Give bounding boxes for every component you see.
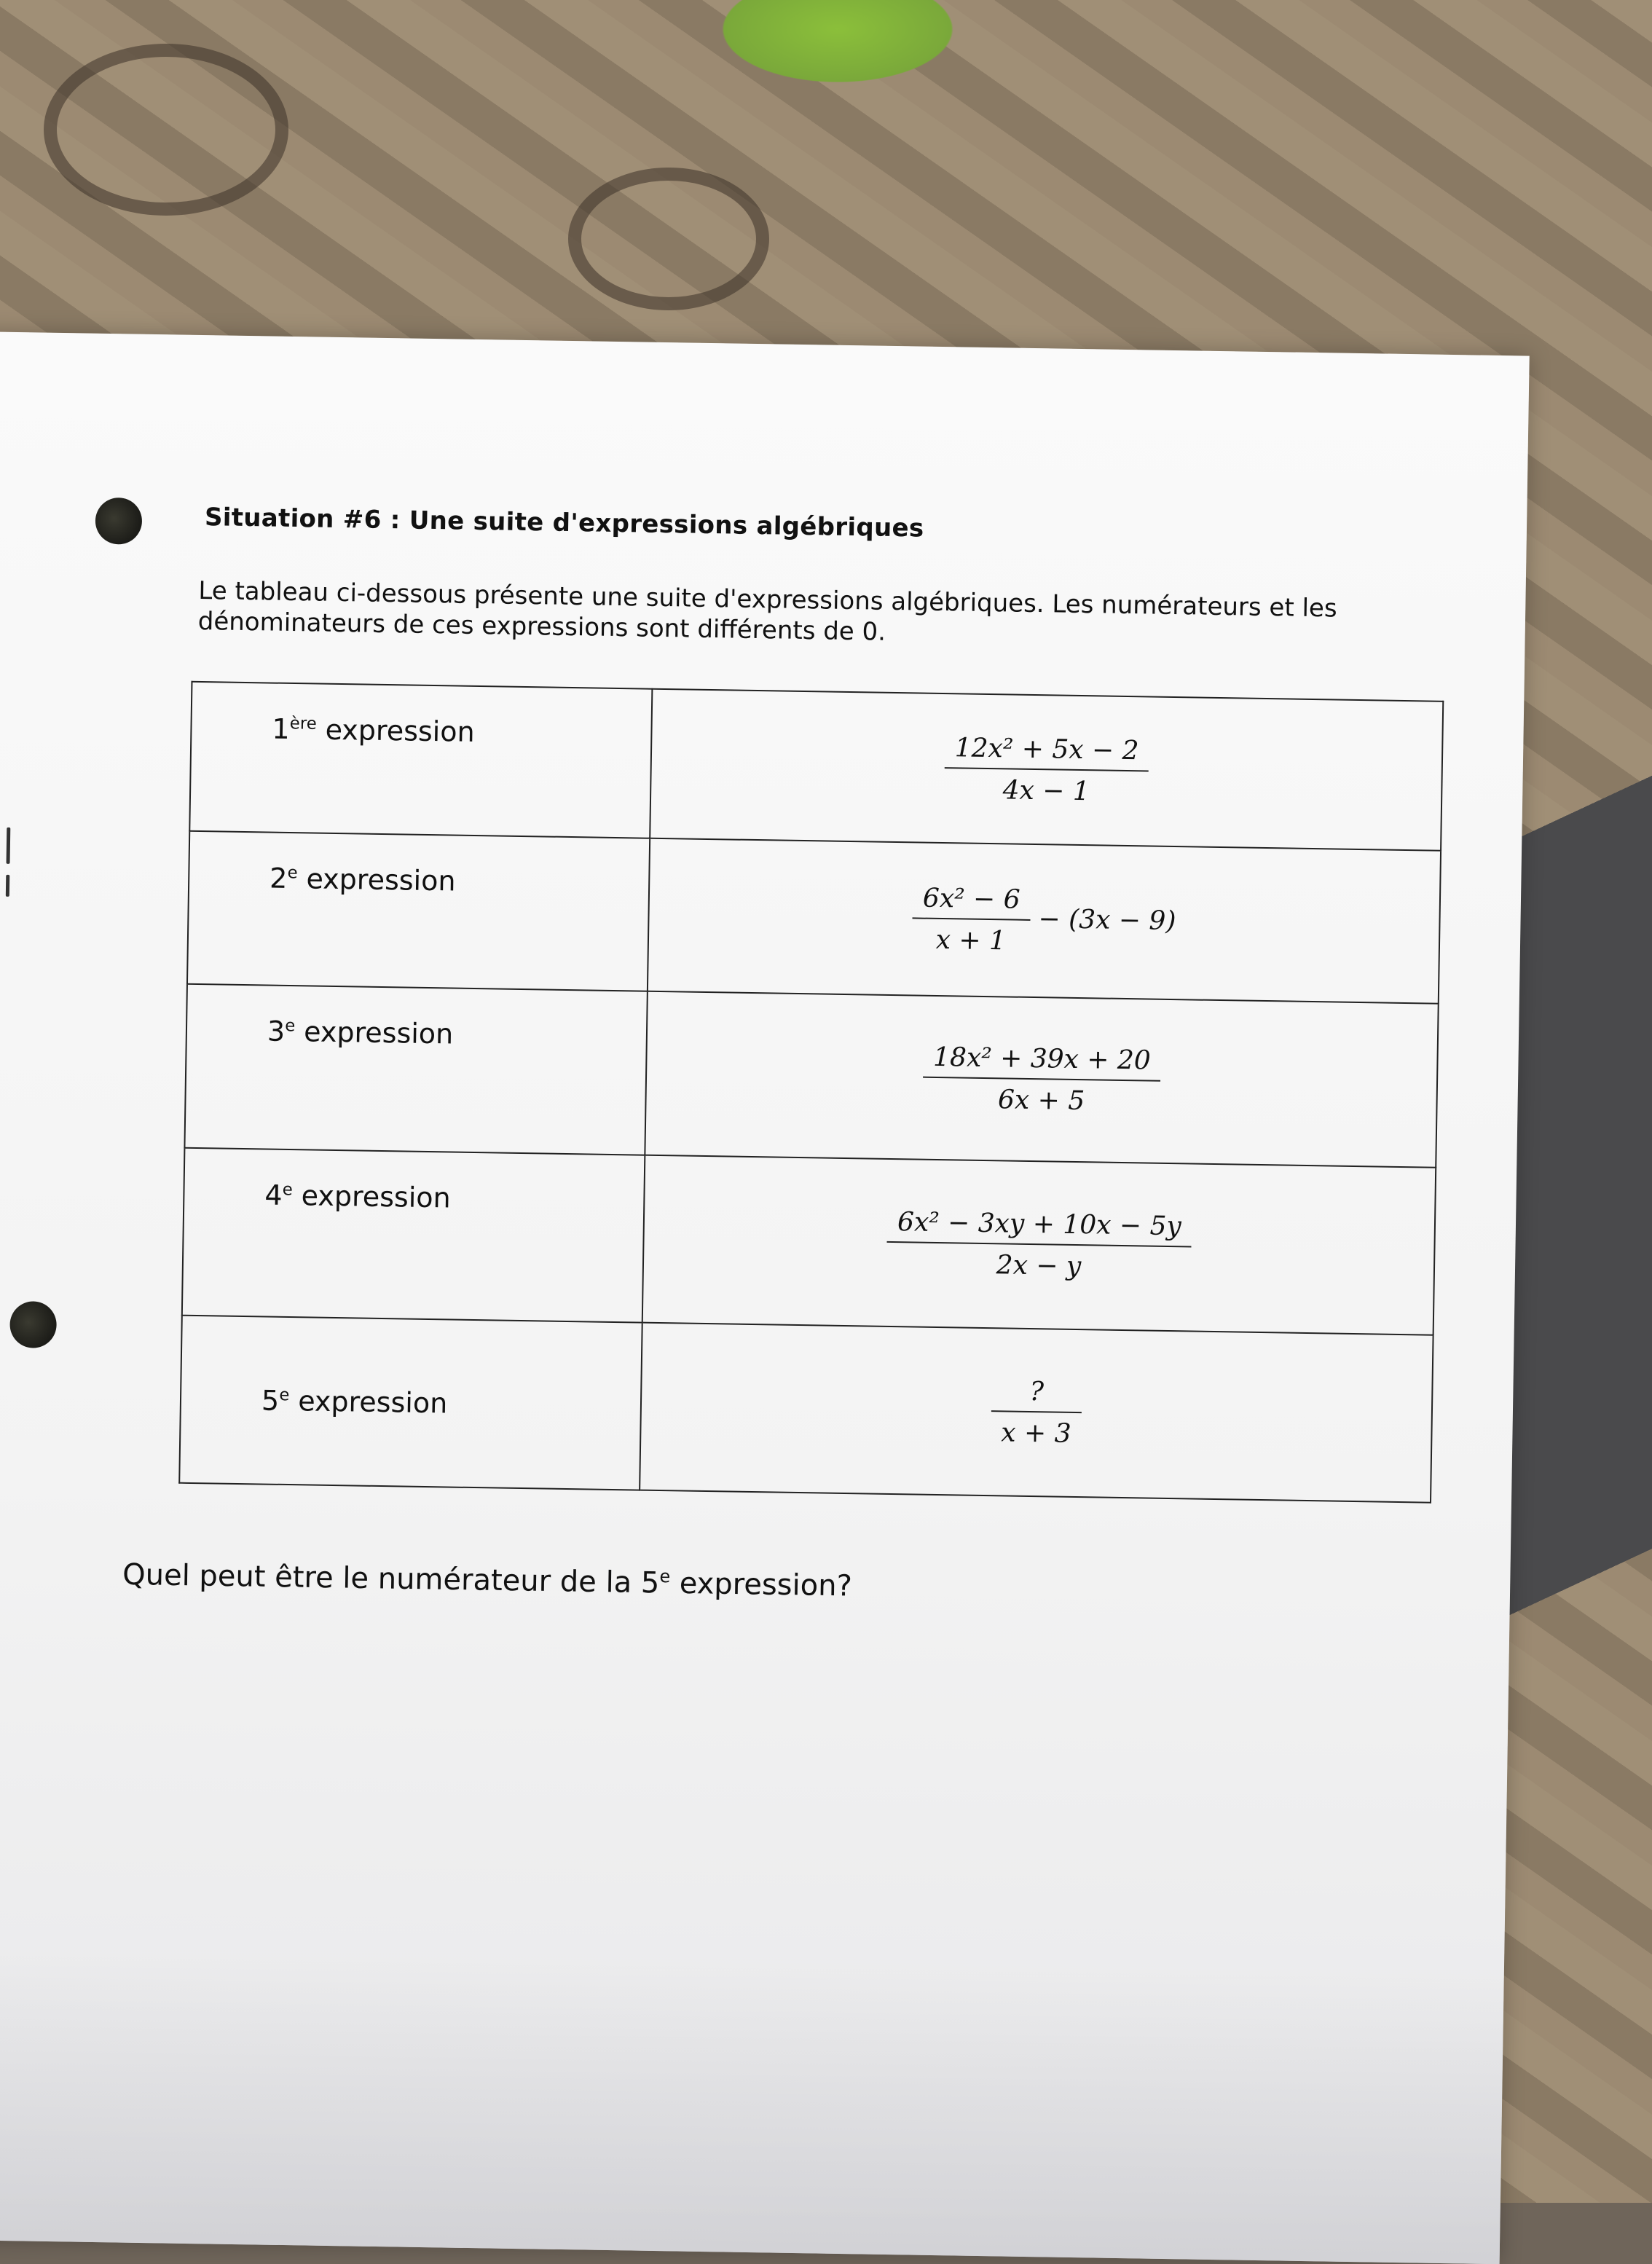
label-text: expression xyxy=(297,862,456,897)
expression-cell xyxy=(642,1155,1436,1335)
label-text: expression xyxy=(294,1015,454,1050)
row-label xyxy=(182,1148,645,1323)
ordinal-suffix: ère xyxy=(289,714,317,734)
binding-mark xyxy=(6,875,9,897)
denominator: x + 3 xyxy=(1000,1418,1071,1449)
numerator: 12x² + 5x − 2 xyxy=(944,733,1149,771)
worksheet-page xyxy=(0,331,1530,2264)
binder-hole xyxy=(9,1301,57,1348)
table-row xyxy=(187,831,1441,1004)
numerator: 18x² + 39x + 20 xyxy=(923,1042,1161,1081)
fraction xyxy=(912,883,1031,956)
label-text: expression xyxy=(316,713,475,748)
row-label xyxy=(189,682,652,838)
numerator: 6x² − 6 xyxy=(913,883,1031,921)
ordinal-suffix: e xyxy=(285,1016,296,1036)
numerator: ? xyxy=(991,1376,1082,1413)
page-shadow xyxy=(0,1949,1504,2264)
ordinal-number: 2 xyxy=(269,862,288,895)
fraction xyxy=(886,1207,1192,1284)
expression-suffix: − (3x − 9) xyxy=(1029,903,1176,937)
page-title: Situation #6 : Une suite d'expressions algébriques xyxy=(204,503,924,543)
denominator: x + 1 xyxy=(935,924,1007,956)
denominator: 6x + 5 xyxy=(997,1084,1085,1116)
intro-text: Le tableau ci-dessous présente une suite d'expressions algébriques. Les numérateurs et les dénominateurs de ces expressions sont différents de 0. xyxy=(197,575,1337,647)
expression-table xyxy=(178,681,1444,1504)
ordinal-number: 1 xyxy=(272,712,291,745)
label-text: expression xyxy=(288,1385,448,1420)
question-text xyxy=(122,1557,852,1603)
binding-mark xyxy=(7,828,11,864)
table-row xyxy=(184,984,1438,1168)
expression-cell xyxy=(640,1323,1433,1503)
question-suffix: expression? xyxy=(669,1566,853,1603)
carpet-pattern xyxy=(44,44,288,216)
expression-cell xyxy=(648,838,1441,1004)
fraction xyxy=(944,733,1149,807)
fraction xyxy=(922,1042,1161,1117)
question-ordinal-suffix: e xyxy=(659,1566,671,1587)
carpet-pattern xyxy=(568,168,769,310)
table-row xyxy=(189,682,1443,851)
label-text: expression xyxy=(292,1179,452,1214)
table-row xyxy=(179,1316,1433,1503)
question-prefix: Quel peut être le numérateur de la 5 xyxy=(122,1557,660,1600)
expression-cell xyxy=(650,689,1443,851)
ordinal-number: 4 xyxy=(264,1179,283,1211)
row-label xyxy=(187,831,650,991)
fraction xyxy=(991,1376,1082,1449)
ordinal-suffix: e xyxy=(279,1385,290,1405)
expression-cell xyxy=(645,991,1438,1168)
binder-hole xyxy=(95,498,142,545)
ordinal-number: 5 xyxy=(261,1384,280,1417)
row-label xyxy=(184,984,647,1155)
row-label xyxy=(179,1316,642,1490)
numerator: 6x² − 3xy + 10x − 5y xyxy=(887,1207,1192,1248)
ordinal-suffix: e xyxy=(282,1180,293,1200)
denominator: 4x − 1 xyxy=(1002,774,1090,806)
ordinal-suffix: e xyxy=(287,863,298,883)
denominator: 2x − y xyxy=(996,1250,1082,1282)
ordinal-number: 3 xyxy=(267,1015,286,1048)
table-row xyxy=(182,1148,1436,1335)
